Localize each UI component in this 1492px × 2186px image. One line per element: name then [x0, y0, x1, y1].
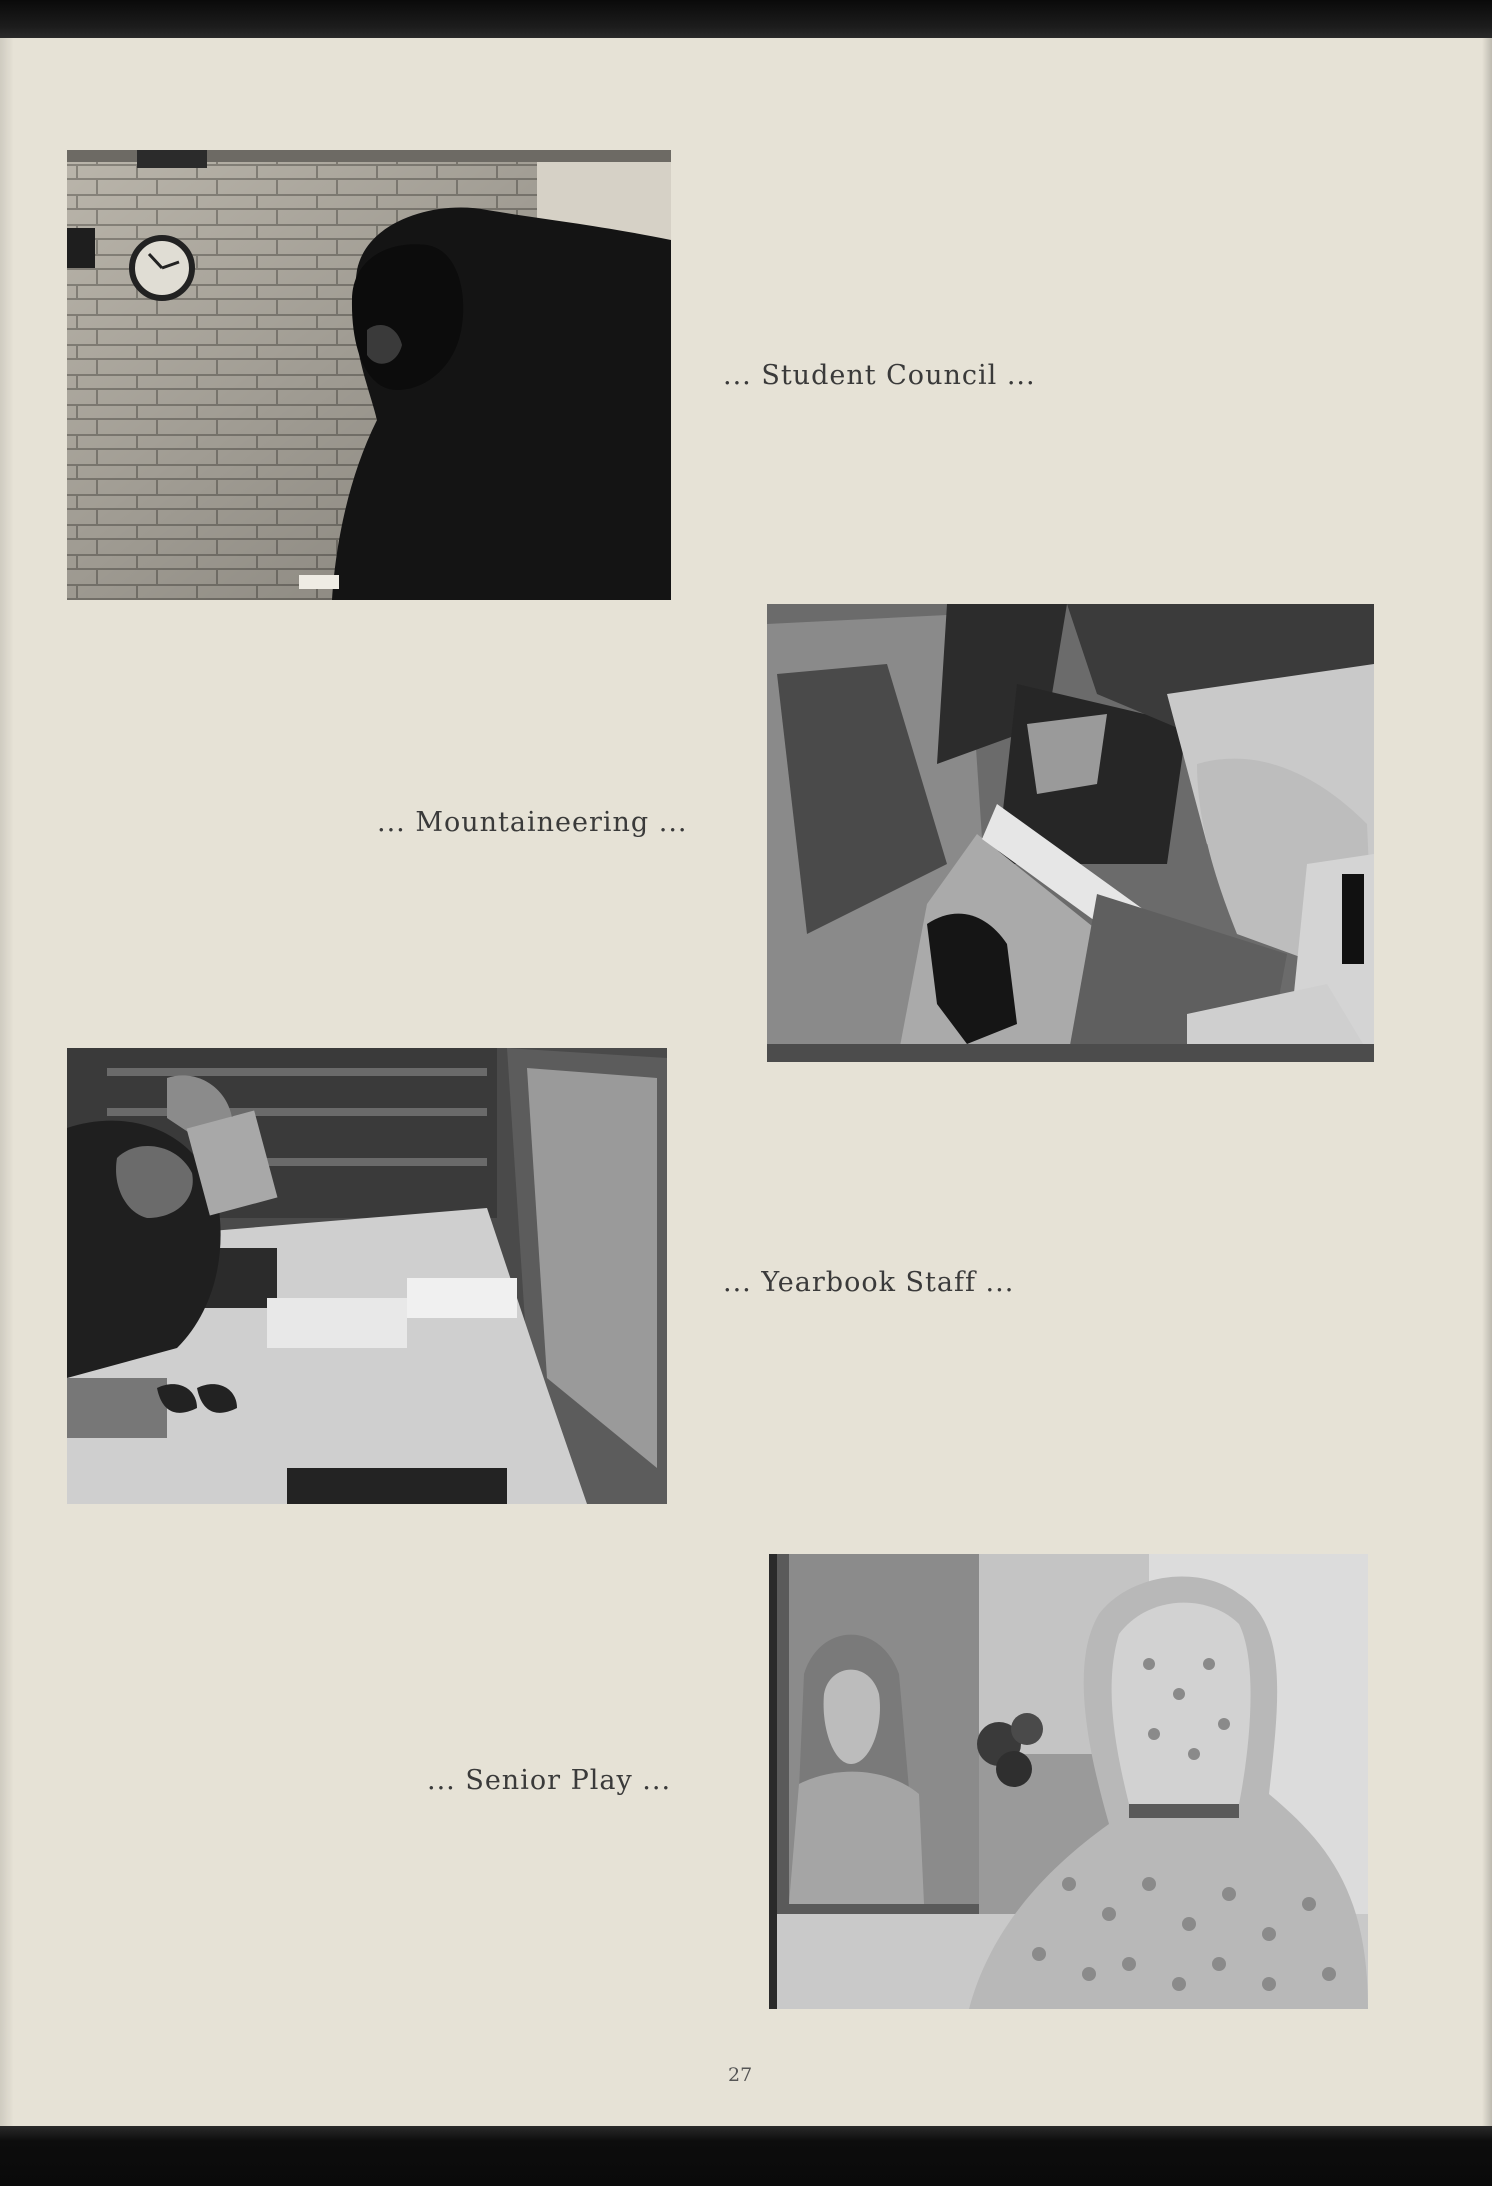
senior-play-photo [769, 1554, 1368, 2009]
mountaineering-photo [767, 604, 1374, 1062]
page-left-edge [0, 38, 14, 2126]
yearbook-staff-photo [67, 1048, 667, 1504]
senior-play-caption: ... Senior Play ... [427, 1765, 672, 1796]
scan-top-border [0, 0, 1492, 38]
page-number: 27 [728, 2064, 753, 2086]
page-right-edge [1482, 38, 1492, 2126]
student-council-photo [67, 150, 671, 600]
mountaineering-caption: ... Mountaineering ... [377, 807, 688, 838]
scan-bottom-border [0, 2126, 1492, 2186]
student-council-caption: ... Student Council ... [723, 360, 1036, 391]
yearbook-staff-caption: ... Yearbook Staff ... [723, 1267, 1015, 1298]
